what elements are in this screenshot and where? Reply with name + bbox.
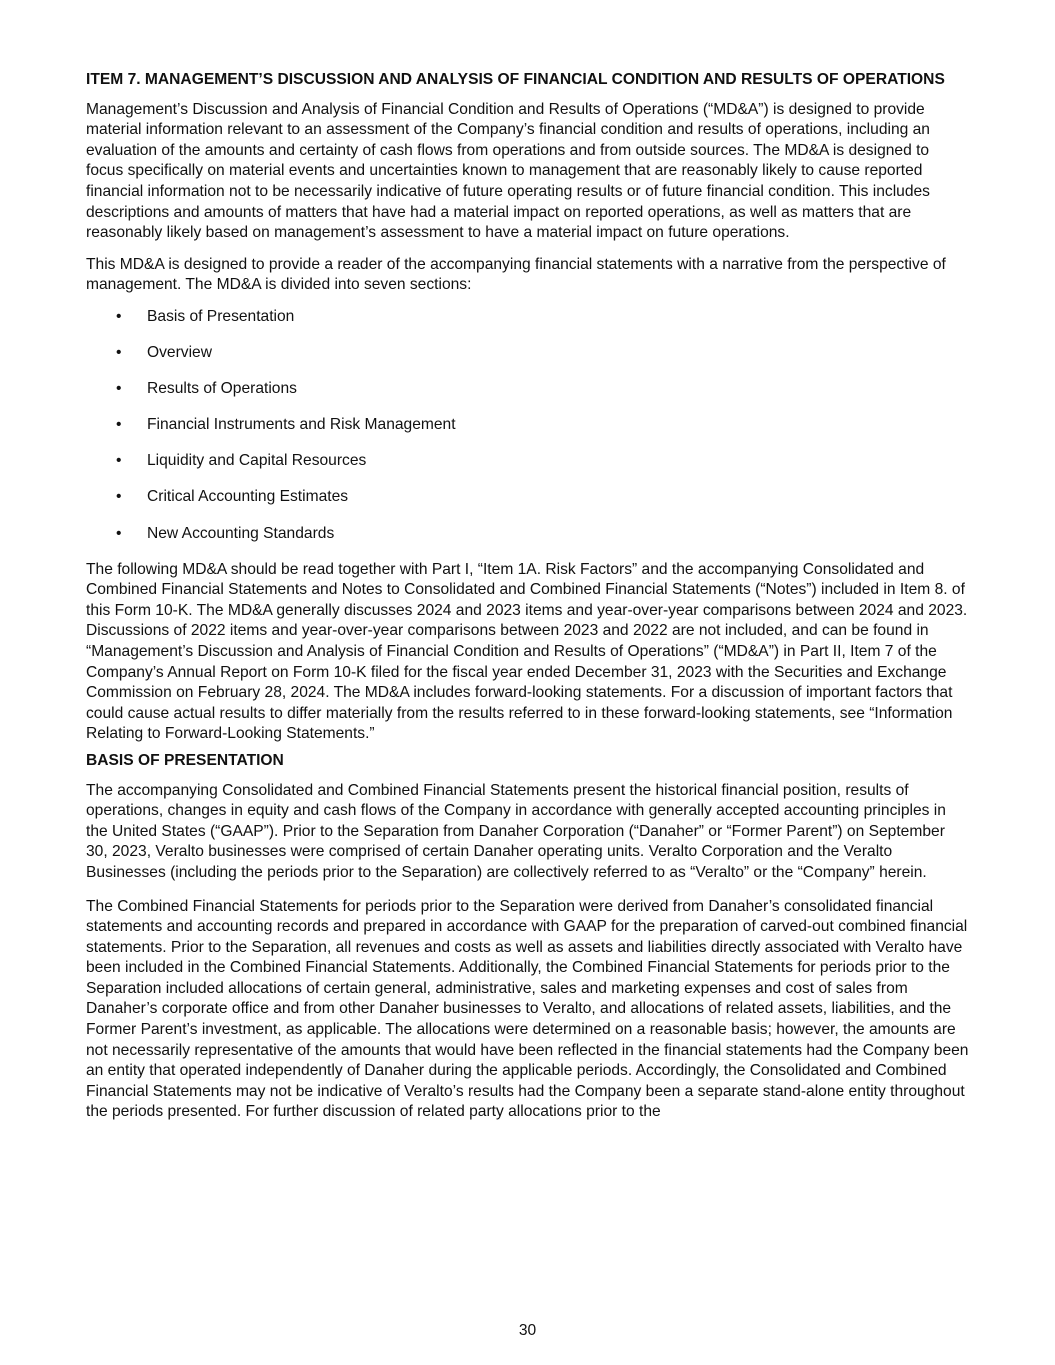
page-number: 30 xyxy=(518,1322,537,1339)
bullet-icon: • xyxy=(116,344,122,362)
list-item-label: Basis of Presentation xyxy=(147,307,295,325)
list-item xyxy=(86,307,970,328)
bullet-icon: • xyxy=(116,524,122,542)
bullet-icon: • xyxy=(116,488,122,506)
intro-paragraph-3: The following MD&A should be read together with Part I, “Item 1A. Risk Factors” and the accompanying Consolidated and Combined Financial Statements and Notes to Consolidated and Combined Financial Statements (“Notes”) included in Item 8. of this Form 10-K. The MD&A generally discusses 2024 and 2023 items and year-over-year comparisons between 2024 and 2023. Discussions of 2022 items and year-over-year comparisons between 2023 and 2022 are not included, and can be found in “Management’s Discussion and Analysis of Financial Condition and Results of Operations” (“MD&A”) in Part II, Item 7 of the Company’s Annual Report on Form 10-K filed for the fiscal year ended December 31, 2023 with the Securities and Exchange Commission on February 28, 2024. The MD&A includes forward-looking statements. For a discussion of important factors that could cause actual results to differ materially from the results referred to in these forward-looking statements, see “Information Relating to Forward-Looking Statements.” xyxy=(86,560,968,743)
list-item xyxy=(86,415,970,436)
document-page xyxy=(86,70,970,1134)
list-item-label: Critical Accounting Estimates xyxy=(147,488,349,506)
sections-list xyxy=(86,307,970,544)
list-item xyxy=(86,487,970,508)
basis-paragraph-2: The Combined Financial Statements for periods prior to the Separation were derived from Danaher’s consolidated financial statements and accounting records and prepared in accordance with GAAP for the preparation of carved-out combined financial statements. Prior to the Separation, all revenues and costs as well as assets and liabilities directly associated with Veralto have been included in the Combined Financial Statements. Additionally, the Combined Financial Statements for periods prior to the Separation included allocations of certain general, administrative, sales and marketing expenses and cost of sales from Danaher’s corporate office and from other Danaher businesses to Veralto, and allocations of related assets, liabilities, and the Former Parent’s investment, as applicable. The allocations were determined on a reasonable basis; however, the amounts are not necessarily representative of the amounts that would have been reflected in the financial statements had the Company been an entity that operated independently of Danaher during the applicable periods. Accordingly, the Consolidated and Combined Financial Statements may not be indicative of Veralto’s results had the Company been a separate stand-alone entity throughout the periods presented. For further discussion of related party allocations prior to the xyxy=(86,897,969,1121)
basis-of-presentation-heading: BASIS OF PRESENTATION xyxy=(86,751,284,769)
intro-paragraph-2: This MD&A is designed to provide a reader of the accompanying financial statements with a narrative from the perspective of management. The MD&A is divided into seven sections: xyxy=(86,255,946,294)
list-item xyxy=(86,379,970,400)
item-heading: ITEM 7. MANAGEMENT’S DISCUSSION AND ANALYSIS OF FINANCIAL CONDITION AND RESULTS OF OPERATIONS xyxy=(86,71,945,88)
list-item-label: New Accounting Standards xyxy=(147,524,335,542)
bullet-icon: • xyxy=(116,416,122,434)
list-item-label: Overview xyxy=(147,344,212,362)
basis-paragraph-1: The accompanying Consolidated and Combined Financial Statements present the historical financial position, results of operations, changes in equity and cash flows of the Company in accordance with generally accepted accounting principles in the United States (“GAAP”). Prior to the Separation from Danaher Corporation (“Danaher” or “Former Parent”) on September 30, 2023, Veralto businesses were comprised of certain Danaher operating units. Veralto Corporation and the Veralto Businesses (including the periods prior to the Separation) are collectively referred to as “Veralto” or the “Company” herein. xyxy=(86,781,946,881)
intro-paragraph-1: Management’s Discussion and Analysis of Financial Condition and Results of Operations (“MD&A”) is designed to provide material information relevant to an assessment of the Company’s financial condition and results of operations, including an evaluation of the amounts and certainty of cash flows from operations and from outside sources. The MD&A is designed to focus specifically on material events and uncertainties known to management that are reasonably likely to cause reported financial information not to be necessarily indicative of future operating results or of future financial condition. This includes descriptions and amounts of matters that have had a material impact on reported operations, as well as matters that are reasonably likely based on management’s assessment to have a material impact on future operations. xyxy=(86,100,930,242)
list-item xyxy=(86,524,970,545)
list-item xyxy=(86,343,970,364)
list-item-label: Results of Operations xyxy=(147,380,297,398)
bullet-icon: • xyxy=(116,452,122,470)
list-item xyxy=(86,451,970,472)
bullet-icon: • xyxy=(116,380,122,398)
list-item-label: Financial Instruments and Risk Management xyxy=(147,416,456,434)
bullet-icon: • xyxy=(116,307,122,325)
list-item-label: Liquidity and Capital Resources xyxy=(147,452,367,470)
